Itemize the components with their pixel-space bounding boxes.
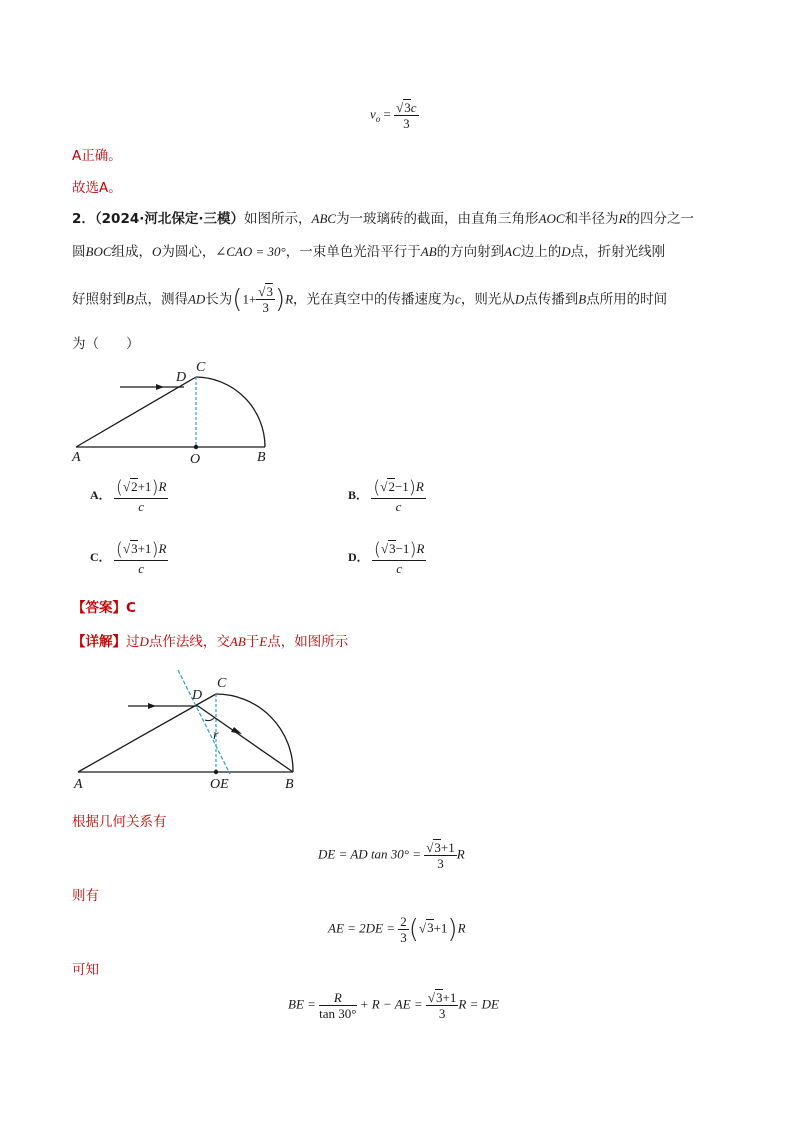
question-line-3: 好照射到B点，测得AD长为(1+ $\frac{√3}{3}$ )R，光在真空中的传播速度为c，则光从D点传播到B点所用的时间 (72, 284, 668, 315)
a-correct-line: A正确。 (72, 148, 122, 164)
fig2-angle-arc (205, 718, 214, 721)
figure-1 (70, 355, 280, 467)
geometry-line: 根据几何关系有 (72, 814, 167, 830)
fig2-label-c: C (217, 676, 227, 691)
fig1-label-c: C (196, 360, 206, 375)
option-c[interactable]: C． $\frac{(√3+1)R}{c}$ (90, 539, 167, 576)
equation-3: BE = $\frac{R}{\tan 30^\circ}$ + R − AE = $\frac{√3+1}{3}$ R = DE (288, 990, 499, 1021)
equation-1: DE = AD tan 30° = $\frac{√3+1}{3}$ R (318, 840, 465, 871)
fig2-label-r: r (213, 728, 219, 743)
fig1-point-o (194, 445, 198, 449)
option-a[interactable]: A． $\frac{(√2+1)R}{c}$ (90, 477, 167, 514)
fig2-arc-cb (216, 694, 293, 772)
know-line: 可知 (72, 962, 99, 978)
detail-line: 【详解】过D点作法线，交AB于E点，如图所示 (72, 634, 349, 650)
fig1-arrow (156, 384, 164, 390)
fig2-incident-arrow (148, 703, 156, 709)
top-equation: $v_o$ = $\frac{√3c}{3}$ (370, 100, 417, 131)
fig1-label-d: D (176, 370, 187, 385)
fig2-label-oe: OE (210, 777, 229, 792)
figure-2 (70, 664, 305, 796)
fig2-refracted-arrow (231, 727, 242, 734)
fig2-label-d: D (192, 688, 203, 703)
fig1-label-o: O (190, 452, 201, 467)
equation-2: AE = 2DE = $\frac{2}{3}$ (√3+1)R (328, 914, 466, 945)
fig1-label-a: A (72, 450, 81, 465)
then-line: 则有 (72, 888, 99, 904)
fig2-label-b: B (285, 777, 294, 792)
option-d[interactable]: D． $\frac{(√3-1)R}{c}$ (348, 539, 425, 576)
question-line-2: 圆BOC组成，O为圆心，∠CAO = 30°，一束单色光沿平行于AB的方向射到AC边上的D点，折射光线刚 (72, 244, 666, 260)
fig1-label-b: B (257, 450, 266, 465)
question-line-4: 为（ ） (72, 336, 140, 352)
question-line-1: 2．（2024·河北保定·三模）如图所示，ABC为一玻璃砖的截面，由直角三角形AOC和半径为R的四分之一 (72, 211, 695, 227)
choose-line: 故选A。 (72, 180, 122, 196)
fig1-arc-cb (196, 377, 265, 447)
fig2-label-a: A (74, 777, 83, 792)
option-b[interactable]: B． $\frac{(√2-1)R}{c}$ (348, 477, 424, 514)
answer-line: 【答案】C (72, 600, 136, 616)
fig2-point-o (214, 770, 218, 774)
